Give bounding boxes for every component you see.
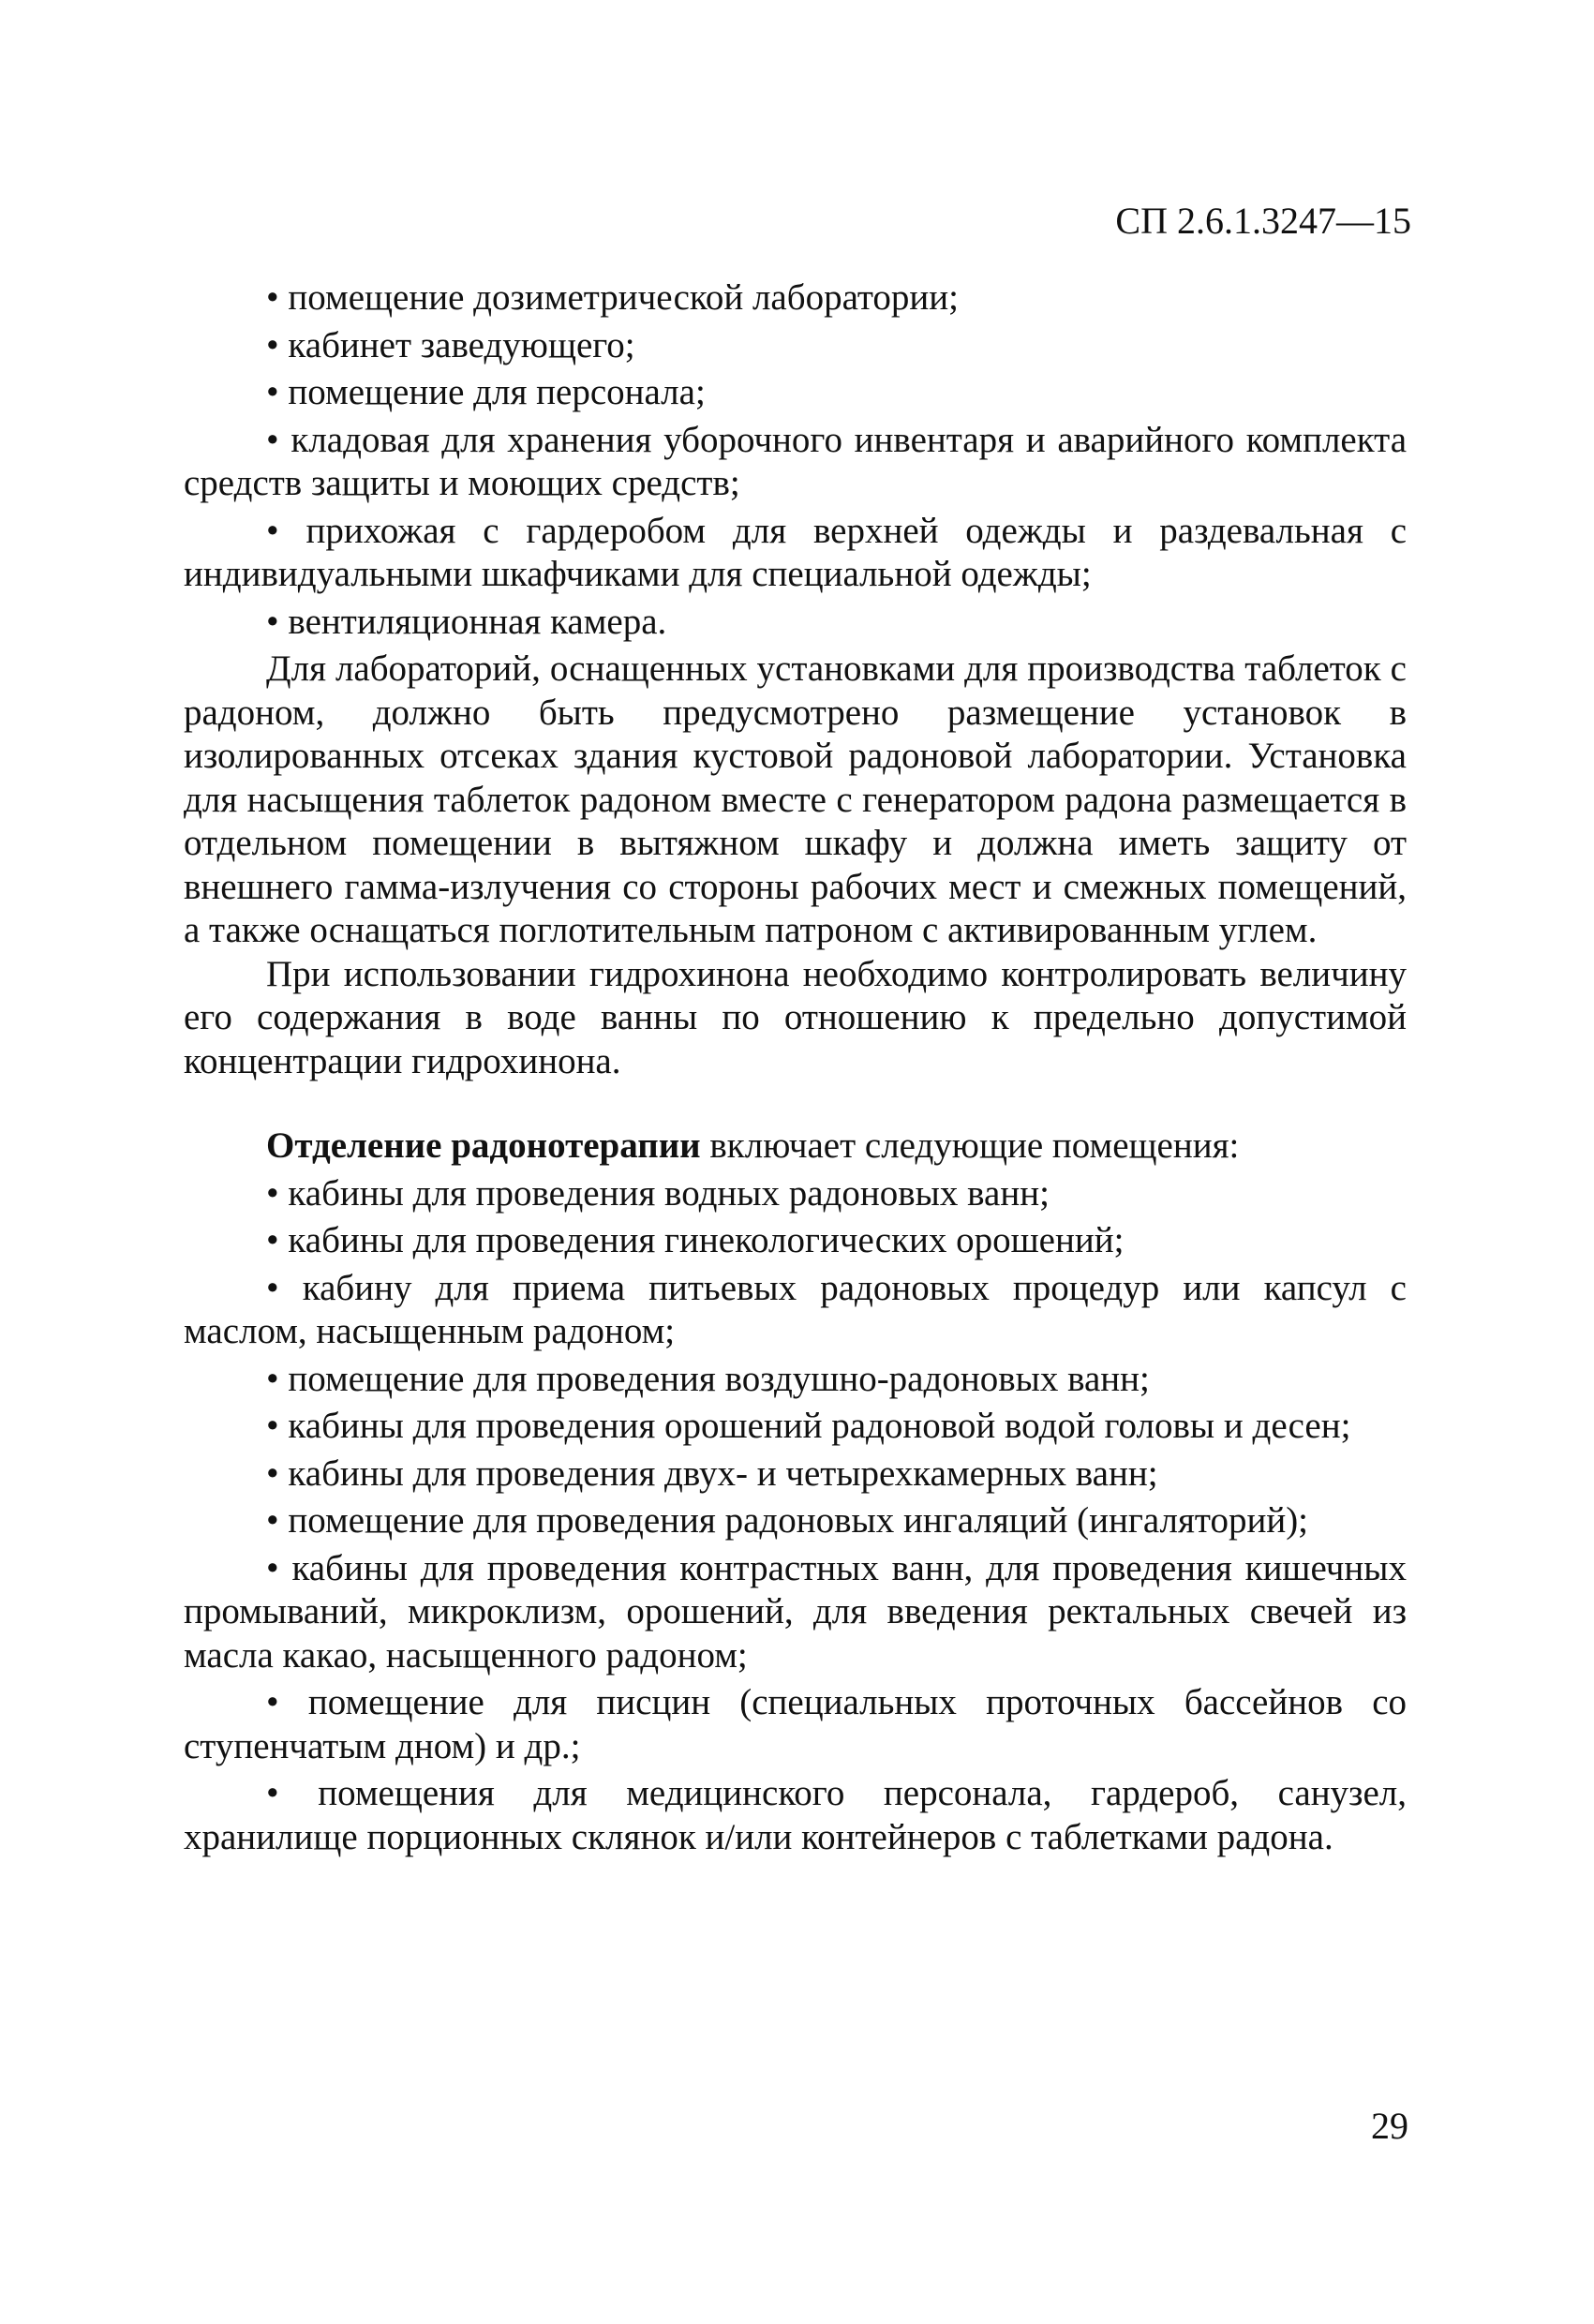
list-item-text: помещение для персонала; bbox=[288, 372, 706, 412]
bullet-icon: • bbox=[266, 601, 279, 642]
list-item bbox=[184, 1405, 1407, 1449]
list-item bbox=[184, 1681, 1407, 1768]
list-item-text: кабины для проведения орошений радоновой водой головы и десен; bbox=[288, 1406, 1351, 1446]
bullet-icon: • bbox=[266, 510, 279, 551]
bullet-icon: • bbox=[266, 1267, 279, 1308]
list-item-text: помещения для медицинского персонала, гардероб, санузел, хранилище порционных склянок и/или контейнеров с таблетками радона. bbox=[184, 1773, 1407, 1857]
paragraph-tablets: Для лабораторий, оснащенных установками для производства таблеток с радоном, должно быть предусмотрено размещение установок в изолированных отсеках здания кустовой радоновой лаборатории. Установка для насыщения таблеток радоном вместе с генератором радона размещается в отдельном помещении в вытяжном шкафу и должна иметь защиту от внешнего гамма-излучения со стороны рабочих мест и смежных помещений, а также оснащаться поглотительным патроном с активированным углем. bbox=[184, 648, 1407, 950]
bullet-icon: • bbox=[266, 1773, 279, 1813]
list-item bbox=[184, 419, 1407, 506]
bullet-icon: • bbox=[266, 277, 279, 318]
list-item bbox=[184, 601, 1407, 645]
bullet-icon: • bbox=[266, 1500, 279, 1541]
document-body bbox=[184, 276, 1407, 1863]
list-item bbox=[184, 1547, 1407, 1678]
section-title: Отделение радонотерапии bbox=[266, 1125, 701, 1166]
list-item-text: кабины для проведения гинекологических орошений; bbox=[288, 1220, 1125, 1260]
list-item bbox=[184, 1772, 1407, 1859]
list-item bbox=[184, 276, 1407, 320]
list-item-text: кабины для проведения водных радоновых ванн; bbox=[288, 1172, 1050, 1214]
list-item bbox=[184, 510, 1407, 597]
list-item bbox=[184, 324, 1407, 368]
bullet-icon: • bbox=[266, 1172, 279, 1214]
bullet-icon: • bbox=[266, 1406, 279, 1446]
list-item-text: вентиляционная камера. bbox=[288, 601, 667, 642]
list-item-text: кабины для проведения контрастных ванн, для проведения кишечных промываний, микроклизм, орошений, для введения ректальных свечей из масла какао, насыщенного радоном; bbox=[184, 1547, 1407, 1676]
list-item bbox=[184, 1358, 1407, 1402]
bullet-icon: • bbox=[266, 1547, 279, 1588]
list-item bbox=[184, 371, 1407, 415]
list-item-text: кабинет заведующего; bbox=[288, 324, 635, 365]
paragraph-hydroquinone: При использовании гидрохинона необходимо контролировать величину его содержания в воде ванны по отношению к предельно допустимой концентрации гидрохинона. bbox=[184, 953, 1407, 1081]
list-item bbox=[184, 1267, 1407, 1354]
list-item-text: помещение для писцин (специальных проточных бассейнов со ступенчатым дном) и др.; bbox=[184, 1682, 1407, 1766]
bullet-icon: • bbox=[266, 1358, 279, 1399]
list-item bbox=[184, 1499, 1407, 1543]
document-code: СП 2.6.1.3247—15 bbox=[1115, 200, 1411, 242]
list-item bbox=[184, 1219, 1407, 1263]
list-item-text: помещение для проведения воздушно-радоновых ванн; bbox=[288, 1358, 1150, 1399]
list-item-text: прихожая с гардеробом для верхней одежды и раздевальная с индивидуальными шкафчиками для специальной одежды; bbox=[184, 510, 1408, 594]
list-item-text: помещение для проведения радоновых ингаляций (ингаляторий); bbox=[288, 1500, 1309, 1541]
bullet-icon: • bbox=[266, 324, 279, 365]
page-number: 29 bbox=[1371, 2105, 1408, 2147]
list-item-text: кабину для приема питьевых радоновых процедур или капсул с маслом, насыщенным радоном; bbox=[184, 1267, 1407, 1351]
bullet-icon: • bbox=[266, 372, 279, 412]
list-item-text: помещение дозиметрической лаборатории; bbox=[288, 277, 959, 318]
list-item-text: кладовая для хранения уборочного инвентаря и аварийного комплекта средств защиты и моющих средств; bbox=[184, 419, 1407, 503]
bullet-icon: • bbox=[266, 1682, 279, 1722]
section-title-rest: включает следующие помещения: bbox=[700, 1125, 1240, 1166]
bullet-icon: • bbox=[266, 1220, 279, 1260]
list-item bbox=[184, 1172, 1407, 1216]
section-heading bbox=[184, 1125, 1407, 1169]
list-item-text: кабины для проведения двух- и четырехкамерных ванн; bbox=[288, 1452, 1158, 1494]
list-item bbox=[184, 1452, 1407, 1497]
bullet-icon: • bbox=[266, 419, 279, 460]
bullet-icon: • bbox=[266, 1452, 279, 1494]
